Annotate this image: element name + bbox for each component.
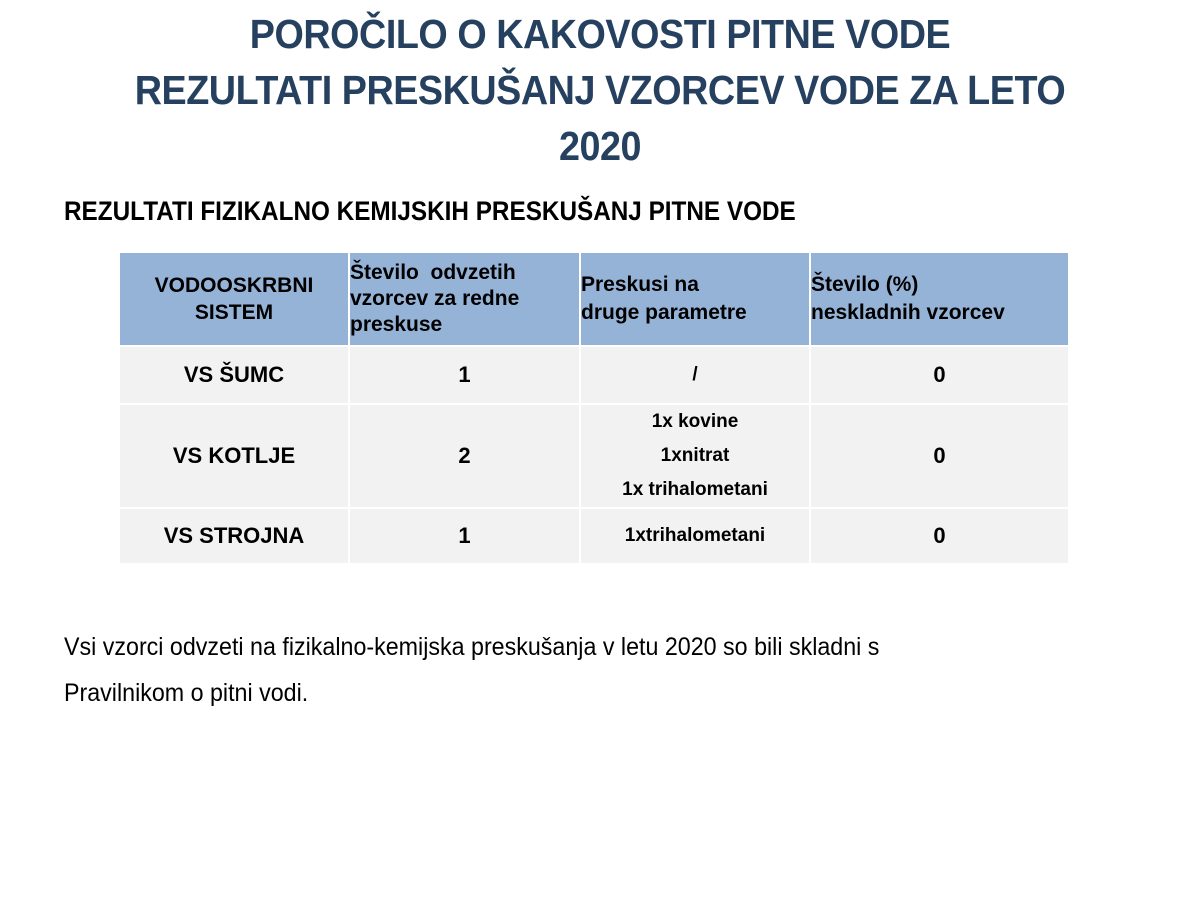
header-sample-count-line-2: vzorcev za redne bbox=[350, 287, 520, 310]
cell-test-item: 1x kovine bbox=[651, 411, 739, 432]
cell-noncompliant: 0 bbox=[810, 508, 1069, 564]
cell-noncompliant: 0 bbox=[810, 346, 1069, 404]
results-table bbox=[118, 251, 1070, 565]
header-sample-count bbox=[349, 252, 580, 346]
conclusion-line-2: Pravilnikom o pitni vodi. bbox=[64, 679, 309, 707]
table-row bbox=[119, 404, 1069, 508]
title-line-1: POROČILO O KAKOVOSTI PITNE VODE bbox=[249, 11, 951, 57]
cell-test-item: 1xnitrat bbox=[660, 445, 730, 466]
cell-tests bbox=[580, 346, 810, 404]
title-line-3: 2020 bbox=[558, 123, 642, 169]
cell-samples: 2 bbox=[349, 404, 580, 508]
conclusion-note bbox=[64, 624, 994, 716]
page-title bbox=[48, 6, 1152, 174]
conclusion-line-1: Vsi vzorci odvzeti na fizikalno-kemijska preskušanja v letu 2020 so bili skladni s bbox=[64, 633, 880, 661]
cell-test-item: 1x trihalometani bbox=[622, 479, 768, 500]
table-row bbox=[119, 508, 1069, 564]
header-water-system-line-2: SISTEM bbox=[194, 301, 274, 324]
table-row bbox=[119, 346, 1069, 404]
cell-system: VS KOTLJE bbox=[119, 404, 349, 508]
cell-system: VS ŠUMC bbox=[119, 346, 349, 404]
header-sample-count-line-1: Število odvzetih bbox=[350, 261, 516, 284]
section-heading: REZULTATI FIZIKALNO KEMIJSKIH PRESKUŠANJ PITNE VODE bbox=[64, 196, 796, 226]
cell-system: VS STROJNA bbox=[119, 508, 349, 564]
cell-tests bbox=[580, 404, 810, 508]
header-noncompliant-line-2: neskladnih vzorcev bbox=[811, 301, 1005, 324]
header-noncompliant-line-1: Število (%) bbox=[811, 273, 919, 296]
table-header-row bbox=[119, 252, 1069, 346]
cell-noncompliant: 0 bbox=[810, 404, 1069, 508]
cell-samples: 1 bbox=[349, 508, 580, 564]
header-sample-count-line-3: preskuse bbox=[350, 313, 443, 336]
header-other-tests bbox=[580, 252, 810, 346]
header-noncompliant bbox=[810, 252, 1069, 346]
header-other-tests-line-2: druge parametre bbox=[581, 301, 747, 324]
cell-test-item: / bbox=[692, 364, 698, 385]
title-line-2: REZULTATI PRESKUŠANJ VZORCEV VODE ZA LETO bbox=[134, 67, 1066, 113]
cell-samples: 1 bbox=[349, 346, 580, 404]
header-water-system-line-1: VODOOSKRBNI bbox=[154, 274, 314, 297]
header-water-system bbox=[119, 252, 349, 346]
cell-tests bbox=[580, 508, 810, 564]
cell-test-item: 1xtrihalometani bbox=[624, 525, 766, 546]
header-other-tests-line-1: Preskusi na bbox=[581, 273, 699, 296]
